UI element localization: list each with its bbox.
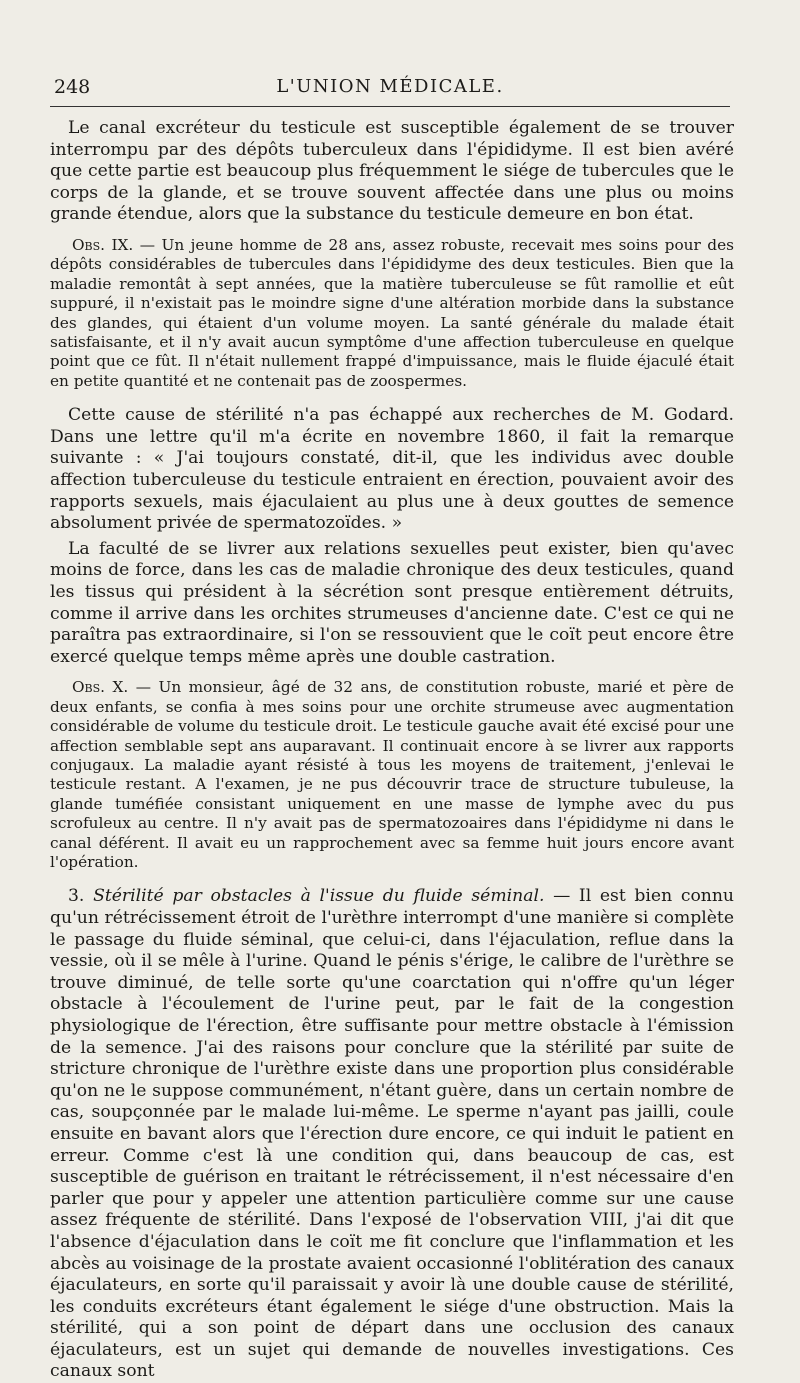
running-head	[50, 70, 730, 107]
observation-ix	[50, 236, 734, 391]
section-text: — Il est bien connu qu'un rétrécissement étroit de l'urèthre interrompt d'une manière si complète le passage du fluide séminal, que celui-ci, dans l'éjaculation, reflue dans la vessie, où il se mêle à l'urine. Quand le pénis s'érige, le calibre de l'urèthre se trouve diminué, de telle sorte qu'une coarctation qui n'offre qu'un léger obstacle à l'écoulement de l'urine peut, par le fait de la congestion physiologique de l'érection, être suffisante pour mettre obstacle à l'émission de la semence. J'ai des raisons pour conclure que la stérilité par suite de stricture chronique de l'urèthre existe dans une proportion plus considérable qu'on ne le suppose communément, n'étant guère, dans un certain nombre de cas, soupçonnée par le malade lui-même. Le sperme n'ayant pas jailli, coule ensuite en bavant alors que l'érection dure encore, ce qui induit le patient en erreur. Comme c'est là une condition qui, dans beaucoup de cas, est susceptible de guérison en traitant le rétrécissement, il n'est nécessaire d'en parler que pour y appeler une attention particulière comme sur une cause assez fréquente de stérilité. Dans l'exposé de l'observation VIII, j'ai dit que l'absence d'éjaculation dans le coït me fit conclure que l'inflammation et les abcès au voisinage de la prostate avaient occasionné l'oblitération des canaux éjaculateurs, en sorte qu'il paraissait y avoir là une double cause de stérilité, les conduits excréteurs étant également le siége d'une obstruction. Mais la stérilité, qui a son point de départ dans une occlusion des canaux éjaculateurs, est un sujet qui demande de nouvelles investigations. Ces canaux sont	[50, 886, 735, 1382]
observation-label: Obs. IX.	[72, 235, 134, 254]
observation-text: — Un monsieur, âgé de 32 ans, de constitution robuste, marié et père de deux enfants, se confia à mes soins pour une orchite strumeuse avec augmentation considérable de volume du testicule droit. Le testicule gauche avait été excisé pour une affection semblable sept ans auparavant. Il continuait encore à se livrer aux rapports conjugaux. La maladie ayant résisté à tous les moyens de traitement, j'enlevai le testicule restant. A l'examen, je ne pus découvrir trace de structure tubuleuse, la glande tuméfiée consistant uniquement en une masse de lymphe avec du pus scrofuleux au centre. Il n'y avait pas de spermatozoaires dans l'épididyme ni dans le canal déférent. Il avait eu un rapprochement avec sa femme huit jours encore avant l'opération.	[50, 678, 734, 871]
observation-x	[50, 678, 734, 872]
observation-label: Obs. X.	[72, 678, 129, 697]
paragraph-godard	[50, 405, 734, 535]
paragraph-epididymis	[50, 118, 734, 226]
paragraph-text: Le canal excréteur du testicule est susceptible également de se trouver interrompu par des dépôts tuberculeux dans l'épididyme. Il est bien avéré que cette partie est beaucoup plus fréquemment le siége de tubercules que le corps de la glande, et se trouve souvent affectée dans une plus ou moins grande étendue, alors que la substance du testicule demeure en bon état.	[50, 118, 734, 225]
page-body	[50, 118, 734, 1383]
paragraph-faculte	[50, 539, 734, 669]
section-heading: Stérilité par obstacles à l'issue du fluide séminal.	[93, 886, 545, 907]
observation-text: — Un jeune homme de 28 ans, assez robuste, recevait mes soins pour des dépôts considérables de tubercules dans l'épididyme des deux testicules. Bien que la maladie remontât à sept années, que la matière tuberculeuse se fût ramollie et eût suppuré, il n'existait pas le moindre signe d'une altération morbide dans la substance des glandes, qui étaient d'un volume moyen. La santé générale du malade était satisfaisante, et il n'y avait aucun symptôme d'une affection tuberculeuse en quelque point que ce fût. Il n'était nullement frappé d'impuissance, mais le fluide éjaculé était en petite quantité et ne contenait pas de zoospermes.	[50, 235, 734, 390]
section-number: 3.	[68, 886, 85, 907]
page-number: 248	[54, 76, 91, 98]
section-3	[50, 886, 734, 1383]
journal-title: L'UNION MÉDICALE.	[276, 76, 504, 97]
paragraph-text: Cette cause de stérilité n'a pas échappé aux recherches de M. Godard. Dans une lettre qu'il m'a écrite en novembre 1860, il fait la remarque suivante : « J'ai toujours constaté, dit-il, que les individus avec double affection tuberculeuse du testicule entraient en érection, pouvaient avoir des rapports sexuels, mais éjaculaient au plus une à deux gouttes de semence absolument privée de spermatozoïdes. »	[50, 405, 734, 534]
paragraph-text: La faculté de se livrer aux relations sexuelles peut exister, bien qu'avec moins de force, dans les cas de maladie chronique des deux testicules, quand les tissus qui président à la sécrétion sont presque entièrement détruits, comme il arrive dans les orchites strumeuses d'ancienne date. C'est ce qui ne paraîtra pas extraordinaire, si l'on se ressouvient que le coït peut encore être exercé quelque temps même après une double castration.	[50, 538, 734, 667]
